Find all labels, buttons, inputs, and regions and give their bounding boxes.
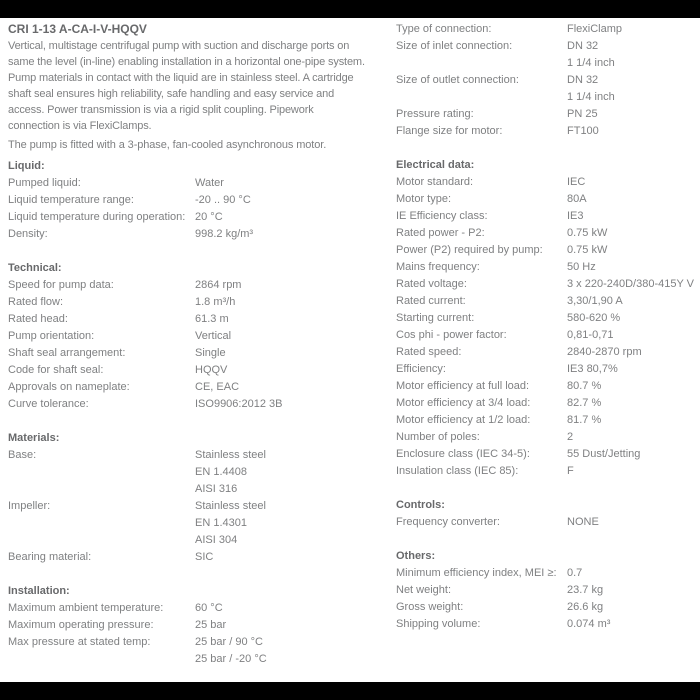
section-header: Others: bbox=[396, 550, 436, 562]
spec-label: Motor type: bbox=[396, 193, 452, 205]
spec-row bbox=[396, 38, 692, 72]
spec-value bbox=[567, 259, 692, 276]
spec-row bbox=[8, 617, 396, 634]
spec-value-line: 1.8 m³/h bbox=[195, 296, 236, 308]
spec-value-line: 25 bar bbox=[195, 619, 227, 631]
spec-row bbox=[396, 344, 692, 361]
spec-row bbox=[8, 192, 396, 209]
section-controls bbox=[396, 497, 692, 531]
spec-label: Motor efficiency at 1/2 load: bbox=[396, 414, 531, 426]
spec-label: Rated speed: bbox=[396, 346, 462, 358]
spec-row bbox=[8, 345, 396, 362]
section-electrical-data bbox=[396, 157, 692, 480]
spec-value bbox=[567, 616, 692, 633]
spec-value-line: 0,81-0,71 bbox=[567, 329, 614, 341]
section-header: Electrical data: bbox=[396, 159, 475, 171]
spec-value bbox=[567, 208, 692, 225]
spec-value-line: 20 °C bbox=[195, 211, 223, 223]
description-line: Vertical, multistage centrifugal pump with suction and discharge ports on bbox=[8, 40, 350, 52]
spec-label: Speed for pump data: bbox=[8, 279, 114, 291]
spec-row bbox=[8, 209, 396, 226]
spec-value-line: Stainless steel bbox=[195, 500, 266, 512]
section-installation bbox=[8, 583, 396, 668]
spec-value-line: 3 x 220-240D/380-415Y V bbox=[567, 278, 694, 290]
spec-value bbox=[195, 209, 396, 226]
spec-value bbox=[567, 123, 692, 140]
spec-value-line: 0.7 bbox=[567, 567, 583, 579]
spec-label: Motor efficiency at full load: bbox=[396, 380, 530, 392]
spec-label: Power (P2) required by pump: bbox=[396, 244, 543, 256]
spec-value-line: IE3 80,7% bbox=[567, 363, 618, 375]
spec-value bbox=[567, 191, 692, 208]
spec-row bbox=[8, 311, 396, 328]
spec-row bbox=[396, 21, 692, 38]
spec-row bbox=[396, 582, 692, 599]
spec-value bbox=[195, 634, 396, 668]
spec-value bbox=[195, 549, 396, 566]
spec-value bbox=[567, 242, 692, 259]
spec-value bbox=[195, 192, 396, 209]
spec-value-line: 2 bbox=[567, 431, 574, 443]
spec-row bbox=[396, 378, 692, 395]
spec-value-line: 2864 rpm bbox=[195, 279, 242, 291]
spec-label: IE Efficiency class: bbox=[396, 210, 488, 222]
spec-value bbox=[567, 514, 692, 531]
spec-value-line: DN 32 bbox=[567, 40, 599, 52]
spec-label: Bearing material: bbox=[8, 551, 92, 563]
spec-row bbox=[396, 242, 692, 259]
spec-value-line: 580-620 % bbox=[567, 312, 621, 324]
spec-value-line: Single bbox=[195, 347, 226, 359]
spec-value bbox=[195, 328, 396, 345]
spec-row bbox=[8, 396, 396, 413]
spec-label: Code for shaft seal: bbox=[8, 364, 104, 376]
spec-row bbox=[396, 395, 692, 412]
spec-value-line: AISI 316 bbox=[195, 483, 238, 495]
spec-value-line: 1 1/4 inch bbox=[567, 57, 615, 69]
spec-value bbox=[195, 379, 396, 396]
spec-label: Shaft seal arrangement: bbox=[8, 347, 126, 359]
spec-value-line: 1 1/4 inch bbox=[567, 91, 615, 103]
spec-label: Gross weight: bbox=[396, 601, 464, 613]
spec-value bbox=[567, 344, 692, 361]
spec-label: Maximum ambient temperature: bbox=[8, 602, 164, 614]
datasheet-content bbox=[8, 21, 692, 668]
spec-label: Rated voltage: bbox=[396, 278, 467, 290]
spec-value-line: ISO9906:2012 3B bbox=[195, 398, 283, 410]
spec-value-line: SIC bbox=[195, 551, 214, 563]
spec-value bbox=[567, 599, 692, 616]
spec-value bbox=[567, 429, 692, 446]
bottom-black-bar bbox=[0, 682, 700, 700]
spec-value bbox=[567, 327, 692, 344]
spec-value-line: PN 25 bbox=[567, 108, 598, 120]
spec-value bbox=[195, 345, 396, 362]
spec-value bbox=[195, 617, 396, 634]
spec-value bbox=[567, 378, 692, 395]
spec-value bbox=[567, 582, 692, 599]
spec-row bbox=[8, 226, 396, 243]
spec-value-line: CE, EAC bbox=[195, 381, 240, 393]
spec-value-line: IE3 bbox=[567, 210, 584, 222]
spec-value bbox=[195, 175, 396, 192]
spec-label: Type of connection: bbox=[396, 23, 492, 35]
spec-value bbox=[567, 310, 692, 327]
description-line: shaft seal ensures high reliability, safe handling and easy service and bbox=[8, 88, 335, 100]
spec-row bbox=[396, 72, 692, 106]
spec-label: Rated power - P2: bbox=[396, 227, 485, 239]
spec-value bbox=[567, 174, 692, 191]
spec-label: Mains frequency: bbox=[396, 261, 480, 273]
spec-value bbox=[195, 600, 396, 617]
spec-label: Net weight: bbox=[396, 584, 452, 596]
spec-value-line: 0.75 kW bbox=[567, 244, 608, 256]
spec-value bbox=[567, 395, 692, 412]
spec-value bbox=[567, 412, 692, 429]
spec-row bbox=[396, 276, 692, 293]
spec-value bbox=[195, 226, 396, 243]
spec-value-line: 23.7 kg bbox=[567, 584, 604, 596]
spec-value-line: 82.7 % bbox=[567, 397, 602, 409]
spec-value bbox=[567, 446, 692, 463]
spec-label: Motor standard: bbox=[396, 176, 474, 188]
left-spec-sections bbox=[8, 158, 396, 668]
spec-value bbox=[195, 294, 396, 311]
spec-row bbox=[396, 616, 692, 633]
spec-label: Size of outlet connection: bbox=[396, 74, 519, 86]
spec-value-line: 80A bbox=[567, 193, 587, 205]
spec-value-line: IEC bbox=[567, 176, 586, 188]
spec-value-line: 81.7 % bbox=[567, 414, 602, 426]
spec-row bbox=[8, 277, 396, 294]
spec-value-line: Vertical bbox=[195, 330, 232, 342]
section-technical bbox=[8, 260, 396, 413]
spec-value-line: 60 °C bbox=[195, 602, 223, 614]
spec-row bbox=[396, 259, 692, 276]
pump-description bbox=[8, 38, 396, 134]
spec-row bbox=[396, 446, 692, 463]
spec-label: Pressure rating: bbox=[396, 108, 474, 120]
spec-value bbox=[195, 396, 396, 413]
spec-value-line: 0.75 kW bbox=[567, 227, 608, 239]
spec-value bbox=[567, 276, 694, 293]
spec-label: Rated flow: bbox=[8, 296, 64, 308]
spec-value-line: FT100 bbox=[567, 125, 599, 137]
spec-value bbox=[195, 362, 396, 379]
spec-row bbox=[8, 600, 396, 617]
spec-value bbox=[567, 293, 692, 310]
spec-label: Motor efficiency at 3/4 load: bbox=[396, 397, 531, 409]
spec-value bbox=[567, 463, 692, 480]
spec-label: Rated current: bbox=[396, 295, 466, 307]
spec-value-line: DN 32 bbox=[567, 74, 599, 86]
spec-value-line: F bbox=[567, 465, 574, 477]
spec-row bbox=[8, 175, 396, 192]
spec-label: Maximum operating pressure: bbox=[8, 619, 154, 631]
spec-row bbox=[8, 379, 396, 396]
spec-label: Flange size for motor: bbox=[396, 125, 503, 137]
section-header: Controls: bbox=[396, 499, 445, 511]
spec-row bbox=[8, 498, 396, 549]
spec-value-line: Water bbox=[195, 177, 224, 189]
spec-value-line: FlexiClamp bbox=[567, 23, 623, 35]
right-column bbox=[396, 21, 692, 668]
spec-row bbox=[396, 310, 692, 327]
section-materials bbox=[8, 430, 396, 566]
spec-row bbox=[396, 174, 692, 191]
top-black-bar bbox=[0, 0, 700, 18]
spec-row bbox=[8, 362, 396, 379]
right-spec-sections bbox=[396, 21, 692, 633]
spec-label: Frequency converter: bbox=[396, 516, 500, 528]
section-connections-0 bbox=[396, 21, 692, 140]
spec-value-line: 50 Hz bbox=[567, 261, 596, 273]
description-line: Pump materials in contact with the liquid are in stainless steel. A cartridge bbox=[8, 72, 354, 84]
spec-row bbox=[396, 412, 692, 429]
spec-label: Starting current: bbox=[396, 312, 475, 324]
spec-row bbox=[396, 327, 692, 344]
spec-label: Size of inlet connection: bbox=[396, 40, 513, 52]
spec-label: Enclosure class (IEC 34-5): bbox=[396, 448, 530, 460]
left-column bbox=[8, 21, 396, 668]
spec-value-line: 3,30/1,90 A bbox=[567, 295, 623, 307]
spec-value bbox=[195, 498, 396, 549]
spec-value-line: 2840-2870 rpm bbox=[567, 346, 642, 358]
spec-label: Pump orientation: bbox=[8, 330, 95, 342]
spec-row bbox=[8, 294, 396, 311]
spec-label: Curve tolerance: bbox=[8, 398, 89, 410]
spec-row bbox=[396, 225, 692, 242]
spec-value-line: 25 bar / -20 °C bbox=[195, 653, 267, 665]
description-line: same the level (in-line) enabling installation in a horizontal one-pipe system. bbox=[8, 56, 365, 68]
spec-value-line: 998.2 kg/m³ bbox=[195, 228, 254, 240]
pump-title: CRI 1-13 A-CA-I-V-HQQV bbox=[8, 22, 147, 36]
spec-value bbox=[567, 72, 692, 106]
section-header: Technical: bbox=[8, 262, 62, 274]
section-header: Materials: bbox=[8, 432, 60, 444]
spec-row bbox=[396, 514, 692, 531]
spec-label: Efficiency: bbox=[396, 363, 446, 375]
spec-value bbox=[567, 361, 692, 378]
motor-note: The pump is fitted with a 3-phase, fan-cooled asynchronous motor. bbox=[8, 139, 327, 151]
spec-label: Shipping volume: bbox=[396, 618, 481, 630]
spec-value bbox=[567, 565, 692, 582]
description-line: access. Power transmission is via a rigid split coupling. Pipework bbox=[8, 104, 314, 116]
spec-label: Number of poles: bbox=[396, 431, 480, 443]
spec-label: Liquid temperature during operation: bbox=[8, 211, 186, 223]
spec-label: Rated head: bbox=[8, 313, 68, 325]
section-header: Installation: bbox=[8, 585, 70, 597]
spec-row bbox=[396, 599, 692, 616]
spec-value-line: 26.6 kg bbox=[567, 601, 604, 613]
spec-row bbox=[396, 208, 692, 225]
spec-row bbox=[396, 565, 692, 582]
spec-row bbox=[8, 634, 396, 668]
spec-value bbox=[195, 447, 396, 498]
spec-row bbox=[396, 361, 692, 378]
section-header: Liquid: bbox=[8, 160, 45, 172]
spec-value bbox=[567, 106, 692, 123]
spec-label: Minimum efficiency index, MEI ≥: bbox=[396, 567, 557, 579]
section-liquid bbox=[8, 158, 396, 243]
spec-row bbox=[396, 106, 692, 123]
spec-row bbox=[396, 123, 692, 140]
spec-label: Liquid temperature range: bbox=[8, 194, 134, 206]
spec-value-line: 55 Dust/Jetting bbox=[567, 448, 641, 460]
spec-label: Approvals on nameplate: bbox=[8, 381, 130, 393]
spec-label: Cos phi - power factor: bbox=[396, 329, 507, 341]
spec-value-line: 80.7 % bbox=[567, 380, 602, 392]
spec-value-line: 0.074 m³ bbox=[567, 618, 611, 630]
spec-label: Impeller: bbox=[8, 500, 51, 512]
spec-row bbox=[396, 293, 692, 310]
spec-row bbox=[8, 447, 396, 498]
spec-label: Base: bbox=[8, 449, 37, 461]
spec-value-line: -20 .. 90 °C bbox=[195, 194, 251, 206]
spec-value-line: EN 1.4301 bbox=[195, 517, 247, 529]
spec-label: Max pressure at stated temp: bbox=[8, 636, 151, 648]
spec-value-line: EN 1.4408 bbox=[195, 466, 247, 478]
spec-value bbox=[567, 21, 692, 38]
spec-value-line: NONE bbox=[567, 516, 599, 528]
spec-label: Density: bbox=[8, 228, 48, 240]
spec-value bbox=[195, 311, 396, 328]
spec-value-line: AISI 304 bbox=[195, 534, 238, 546]
section-others bbox=[396, 548, 692, 633]
spec-label: Insulation class (IEC 85): bbox=[396, 465, 519, 477]
spec-value bbox=[567, 38, 692, 72]
spec-row bbox=[396, 191, 692, 208]
spec-value bbox=[567, 225, 692, 242]
spec-row bbox=[8, 328, 396, 345]
spec-label: Pumped liquid: bbox=[8, 177, 81, 189]
spec-row bbox=[8, 549, 396, 566]
spec-row bbox=[396, 429, 692, 446]
spec-value-line: 25 bar / 90 °C bbox=[195, 636, 263, 648]
spec-value-line: HQQV bbox=[195, 364, 228, 376]
description-line: connection is via FlexiClamps. bbox=[8, 120, 152, 132]
spec-value bbox=[195, 277, 396, 294]
spec-value-line: Stainless steel bbox=[195, 449, 266, 461]
spec-value-line: 61.3 m bbox=[195, 313, 229, 325]
spec-row bbox=[396, 463, 692, 480]
